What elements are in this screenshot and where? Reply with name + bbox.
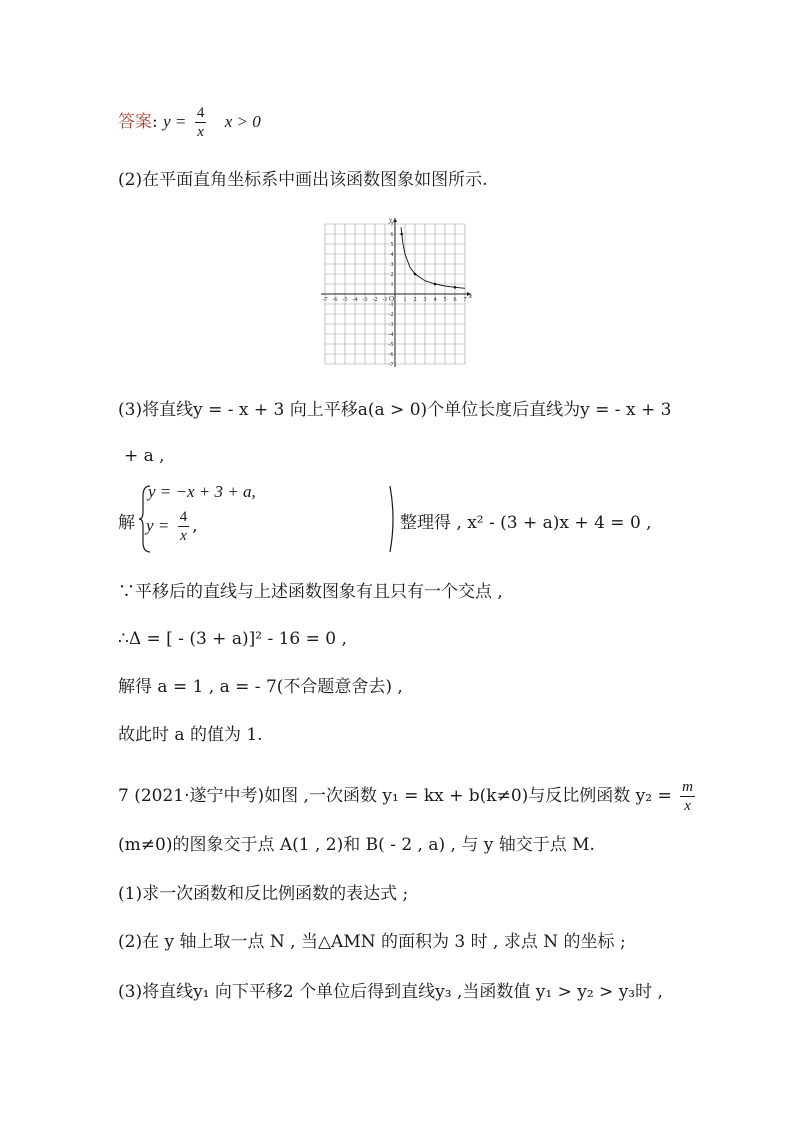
data-point <box>454 286 457 289</box>
data-point <box>400 233 403 236</box>
part2-text: (2)在平面直角坐标系中画出该函数图象如图所示. <box>118 170 488 190</box>
x-tick-label: -3 <box>362 297 368 303</box>
part3-line1: (3)将直线y = - x + 3 向上平移a(a > 0)个单位长度后直线为y = - x + 3 <box>118 400 672 420</box>
q7-sub1: (1)求一次函数和反比例函数的表达式 ; <box>118 884 409 904</box>
y-tick-label: -6 <box>388 352 394 358</box>
eq2-fraction <box>178 508 190 545</box>
x-tick-label: 6 <box>453 297 457 303</box>
x-tick-label: -1 <box>382 297 388 303</box>
y-tick-label: 1 <box>390 282 394 288</box>
eq2-comma: , <box>192 516 198 536</box>
function-graph <box>320 212 480 372</box>
q7-line1-text: 7 (2021·遂宁中考)如图 ,一次函数 y₁ = kx + b(k≠0)与反比例函数 y₂ = <box>118 786 672 806</box>
q7-sub3: (3)将直线y₁ 向下平移2 个单位后得到直线y₃ ,当函数值 y₁ > y₂ > y₃时 , <box>118 982 663 1002</box>
answer-fraction <box>195 104 207 141</box>
x-tick-label: 2 <box>413 297 417 303</box>
answer-colon: : <box>152 112 158 132</box>
y-tick-label: -5 <box>388 342 394 348</box>
answer-denominator: x <box>197 124 204 140</box>
system-equation-1: y = −x + 3 + a, <box>148 482 256 501</box>
eq2-numerator: 4 <box>179 509 188 525</box>
equation-system <box>118 484 678 554</box>
delta-line: ∴Δ = [ - (3 + a)]² - 16 = 0 , <box>118 629 347 649</box>
answer-condition: x > 0 <box>224 112 261 131</box>
system-equation-2 <box>146 508 198 545</box>
answer-label: 答案 <box>118 112 152 132</box>
eq2-y: y = <box>146 516 170 535</box>
y-tick-label: -2 <box>388 312 394 318</box>
x-tick-label: 7 <box>463 297 467 303</box>
q7-fraction <box>680 778 695 815</box>
y-tick-label: 3 <box>390 262 394 268</box>
x-tick-label: 1 <box>403 297 407 303</box>
part3-line2: + a , <box>124 446 165 466</box>
y-tick-label: -3 <box>388 322 394 328</box>
data-point <box>434 283 437 286</box>
y-tick-label: 4 <box>390 252 394 258</box>
x-tick-label: -7 <box>322 297 328 303</box>
answer-y-eq: y = <box>163 112 187 131</box>
curve-series <box>401 227 465 288</box>
y-tick-label: -4 <box>388 332 394 338</box>
system-result: 整理得 , x² - (3 + a)x + 4 = 0 , <box>400 513 652 533</box>
q7-numerator: m <box>682 779 694 795</box>
y-axis-arrow <box>393 218 397 222</box>
x-axis-label: x <box>469 292 473 300</box>
right-paren <box>388 484 398 554</box>
q7-denominator: x <box>684 798 691 814</box>
x-tick-label: -4 <box>352 297 358 303</box>
y-tick-label: 6 <box>390 232 394 238</box>
origin-label: O <box>389 295 395 303</box>
x-tick-label: -6 <box>332 297 338 303</box>
data-point <box>414 273 417 276</box>
q7-sub2: (2)在 y 轴上取一点 N , 当△AMN 的面积为 3 时 , 求点 N 的坐标 ; <box>118 932 626 952</box>
x-tick-label: 5 <box>443 297 447 303</box>
answer-line <box>118 104 261 141</box>
q7-line1 <box>118 778 698 815</box>
q7-line2: (m≠0)的图象交于点 A(1 , 2)和 B( - 2 , a) , 与 y 轴交于点 M. <box>118 835 595 855</box>
y-tick-label: 2 <box>390 272 394 278</box>
solve-prefix: 解 <box>118 513 135 533</box>
y-tick-label: 5 <box>390 242 394 248</box>
solve-line: 解得 a = 1 , a = - 7(不合题意舍去) , <box>118 677 403 697</box>
y-tick-label: -7 <box>388 362 394 368</box>
y-tick-label: -1 <box>388 302 394 308</box>
x-tick-label: 3 <box>423 297 427 303</box>
y-tick-label: 7 <box>390 222 394 228</box>
x-tick-label: 4 <box>433 297 437 303</box>
eq2-denominator: x <box>180 528 187 544</box>
conclusion-line: 故此时 a 的值为 1. <box>118 725 263 745</box>
x-tick-label: -2 <box>372 297 378 303</box>
x-tick-label: -5 <box>342 297 348 303</box>
answer-numerator: 4 <box>196 105 205 121</box>
y-axis-label: y <box>389 216 393 224</box>
because-line: ∵平移后的直线与上述函数图象有且只有一个交点 , <box>118 582 503 602</box>
